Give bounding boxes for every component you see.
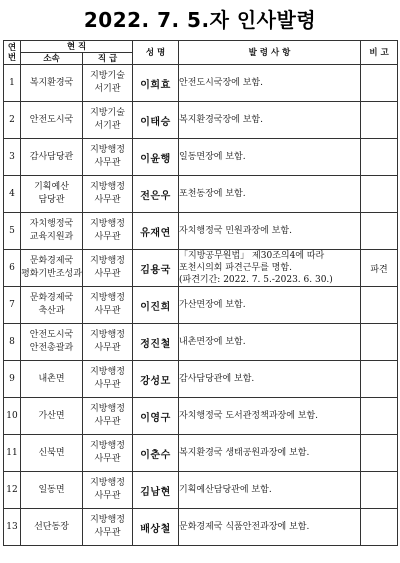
dept-cell — [21, 250, 83, 287]
grade-line: 지방기술 — [90, 71, 125, 81]
note-cell — [361, 213, 398, 250]
table-row — [4, 176, 398, 213]
table-row — [4, 324, 398, 361]
grade-cell — [83, 139, 133, 176]
note-cell — [361, 65, 398, 102]
dept-cell — [21, 139, 83, 176]
person-name: 이영구 — [133, 398, 179, 435]
person-name: 유재연 — [133, 213, 179, 250]
dept-line: 내촌면 — [38, 373, 65, 384]
dept-line: 평화기반조성과 — [21, 269, 82, 279]
grade-line: 서기관 — [94, 121, 121, 131]
person-name: 이윤행 — [133, 139, 179, 176]
action-line: 복지환경국장에 보함. — [179, 115, 263, 125]
person-name: 전은우 — [133, 176, 179, 213]
action-line: 기획예산담당관에 보함. — [179, 485, 272, 495]
action-cell — [179, 102, 361, 139]
row-number: 10 — [4, 398, 21, 435]
action-line: 포천동장에 보함. — [179, 189, 246, 199]
action-cell — [179, 472, 361, 509]
person-name: 이진희 — [133, 287, 179, 324]
dept-cell — [21, 361, 83, 398]
row-number: 11 — [4, 435, 21, 472]
dept-line: 안전총괄과 — [29, 343, 74, 353]
grade-line: 사무관 — [94, 380, 121, 390]
note-cell — [361, 398, 398, 435]
action-cell — [179, 176, 361, 213]
table-row — [4, 213, 398, 250]
dept-line: 안전도시국 — [29, 114, 74, 125]
grade-line: 사무관 — [94, 343, 121, 353]
header-current: 현 직 — [21, 41, 133, 53]
dept-cell — [21, 398, 83, 435]
person-name: 김용국 — [133, 250, 179, 287]
grade-cell — [83, 435, 133, 472]
action-line: 가산면장에 보함. — [179, 300, 246, 310]
action-cell — [179, 435, 361, 472]
table-row — [4, 361, 398, 398]
grade-cell — [83, 398, 133, 435]
note-cell — [361, 139, 398, 176]
personnel-table — [3, 40, 398, 546]
dept-cell — [21, 213, 83, 250]
grade-line: 사무관 — [94, 417, 121, 427]
dept-line: 안전도시국 — [29, 330, 74, 340]
grade-line: 지방행정 — [90, 404, 125, 414]
grade-cell — [83, 287, 133, 324]
note-cell — [361, 324, 398, 361]
note-cell — [361, 472, 398, 509]
grade-line: 지방행정 — [90, 367, 125, 377]
action-cell — [179, 65, 361, 102]
dept-cell — [21, 287, 83, 324]
row-number: 8 — [4, 324, 21, 361]
dept-line: 축산과 — [38, 306, 65, 316]
table-row — [4, 287, 398, 324]
grade-line: 사무관 — [94, 232, 121, 242]
table-row — [4, 509, 398, 546]
grade-cell — [83, 361, 133, 398]
header-note: 비 고 — [361, 41, 398, 65]
grade-line: 지방행정 — [90, 219, 125, 229]
dept-cell — [21, 509, 83, 546]
action-cell — [179, 398, 361, 435]
grade-cell — [83, 250, 133, 287]
row-number: 7 — [4, 287, 21, 324]
grade-line: 사무관 — [94, 269, 121, 279]
row-number: 12 — [4, 472, 21, 509]
header-grade: 직 급 — [83, 53, 133, 65]
dept-line: 교육지원과 — [29, 232, 74, 242]
dept-line: 가산면 — [38, 410, 65, 421]
grade-line: 지방행정 — [90, 515, 125, 525]
action-cell — [179, 213, 361, 250]
grade-cell — [83, 509, 133, 546]
grade-line: 사무관 — [94, 454, 121, 464]
dept-cell — [21, 324, 83, 361]
dept-line: 자치행정국 — [29, 219, 74, 229]
note-cell: 파견 — [361, 250, 398, 287]
table-row — [4, 398, 398, 435]
grade-line: 지방행정 — [90, 441, 125, 451]
dept-cell — [21, 65, 83, 102]
dept-line: 감사담당관 — [29, 151, 74, 162]
dept-cell — [21, 472, 83, 509]
header-dept: 소속 — [21, 53, 83, 65]
dept-line: 신북면 — [38, 447, 65, 458]
dept-line: 선단동장 — [34, 521, 69, 532]
grade-cell — [83, 472, 133, 509]
action-line: 문화경제국 식품안전과장에 보함. — [179, 522, 310, 532]
grade-cell — [83, 176, 133, 213]
grade-line: 사무관 — [94, 306, 121, 316]
grade-line: 지방행정 — [90, 330, 125, 340]
row-number: 3 — [4, 139, 21, 176]
action-line: (파견기간: 2022. 7. 5.-2023. 6. 30.) — [179, 275, 333, 285]
person-name: 강성모 — [133, 361, 179, 398]
grade-line: 지방행정 — [90, 145, 125, 155]
grade-line: 지방행정 — [90, 182, 125, 192]
dept-line: 일동면 — [38, 484, 65, 495]
row-number: 4 — [4, 176, 21, 213]
action-cell — [179, 509, 361, 546]
dept-cell — [21, 102, 83, 139]
action-cell — [179, 361, 361, 398]
dept-line: 문화경제국 — [29, 256, 74, 266]
grade-line: 사무관 — [94, 528, 121, 538]
person-name: 정진철 — [133, 324, 179, 361]
person-name: 이희효 — [133, 65, 179, 102]
action-cell — [179, 324, 361, 361]
grade-line: 지방행정 — [90, 478, 125, 488]
grade-line: 지방기술 — [90, 108, 125, 118]
row-number: 5 — [4, 213, 21, 250]
grade-line: 지방행정 — [90, 256, 125, 266]
dept-line: 기획예산 — [34, 182, 69, 192]
note-cell — [361, 509, 398, 546]
action-cell — [179, 139, 361, 176]
note-cell — [361, 102, 398, 139]
action-line: 복지환경국 생태공원과장에 보함. — [179, 448, 310, 458]
action-line: 자치행정국 도서관정책과장에 보함. — [179, 411, 319, 421]
table-row — [4, 250, 398, 287]
dept-line: 복지환경국 — [29, 77, 74, 88]
person-name: 이춘수 — [133, 435, 179, 472]
action-line: 감사담당관에 보함. — [179, 374, 255, 384]
action-line: 안전도시국장에 보함. — [179, 78, 263, 88]
table-row — [4, 472, 398, 509]
person-name: 이태승 — [133, 102, 179, 139]
grade-line: 사무관 — [94, 195, 121, 205]
grade-line: 사무관 — [94, 491, 121, 501]
grade-line: 서기관 — [94, 84, 121, 94]
grade-cell — [83, 213, 133, 250]
row-number: 13 — [4, 509, 21, 546]
dept-cell — [21, 435, 83, 472]
action-line: 포천시의회 파견근무를 명함. — [179, 263, 292, 273]
row-number: 1 — [4, 65, 21, 102]
header-action: 발 령 사 항 — [179, 41, 361, 65]
note-cell — [361, 435, 398, 472]
action-line: 자치행정국 민원과장에 보함. — [179, 226, 292, 236]
action-line: 「지방공무원법」 제30조의4에 따라 — [179, 251, 325, 261]
grade-cell — [83, 324, 133, 361]
person-name: 김남현 — [133, 472, 179, 509]
grade-cell — [83, 65, 133, 102]
row-number: 9 — [4, 361, 21, 398]
note-cell — [361, 287, 398, 324]
row-number: 6 — [4, 250, 21, 287]
table-row — [4, 139, 398, 176]
table-row — [4, 65, 398, 102]
action-cell — [179, 250, 361, 287]
header-no: 연번 — [4, 41, 21, 65]
grade-line: 지방행정 — [90, 293, 125, 303]
note-cell — [361, 361, 398, 398]
header-name: 성 명 — [133, 41, 179, 65]
document-title: 2022. 7. 5.자 인사발령 — [83, 8, 317, 32]
action-cell — [179, 287, 361, 324]
grade-line: 사무관 — [94, 158, 121, 168]
note-cell — [361, 176, 398, 213]
person-name: 배상철 — [133, 509, 179, 546]
dept-cell — [21, 176, 83, 213]
action-line: 내촌면장에 보함. — [179, 337, 246, 347]
table-row — [4, 102, 398, 139]
dept-line: 담당관 — [38, 195, 65, 205]
grade-cell — [83, 102, 133, 139]
table-row — [4, 435, 398, 472]
row-number: 2 — [4, 102, 21, 139]
table-body — [4, 65, 398, 546]
dept-line: 문화경제국 — [29, 293, 74, 303]
action-line: 일동면장에 보함. — [179, 152, 246, 162]
